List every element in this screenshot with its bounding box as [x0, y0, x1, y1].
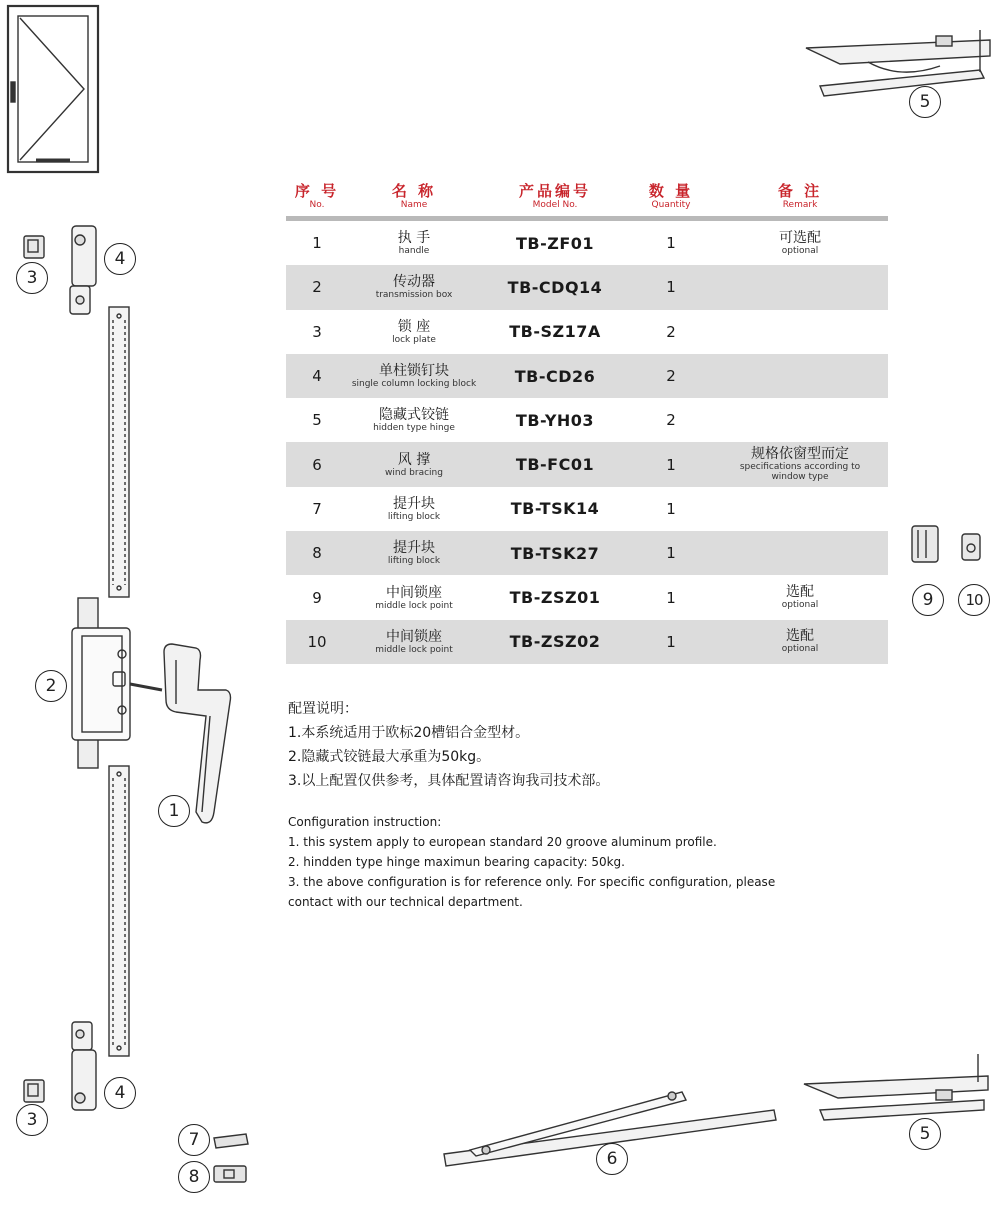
- callout-4-top: 4: [104, 243, 136, 275]
- locking-block-top: [70, 226, 96, 314]
- callout-3-top: 3: [16, 262, 48, 294]
- parts-table: [286, 176, 888, 664]
- transmission-rod-upper: [109, 307, 129, 597]
- config-notes-en: [288, 812, 808, 912]
- lifting-block-7: [214, 1134, 248, 1148]
- table-header: [286, 176, 888, 221]
- callout-1: 1: [158, 795, 190, 827]
- callout-8: 8: [178, 1161, 210, 1193]
- notes-en-item: 2. hindden type hinge maximun bearing capacity: 50kg.: [288, 855, 625, 869]
- table-row: 3 锁 座 lock plate TB-SZ17A 2: [312, 318, 676, 345]
- header-remark: 备 注 Remark: [777, 182, 823, 210]
- config-notes-zh: [288, 697, 609, 793]
- notes-en-title: Configuration instruction:: [288, 815, 442, 829]
- callout-2: 2: [35, 670, 67, 702]
- callout-5-top: 5: [909, 86, 941, 118]
- notes-zh-title: 配置说明：: [288, 701, 358, 717]
- notes-zh-item: 2.隐藏式铰链最大承重为50kg。: [288, 749, 491, 765]
- table-row: 1 执 手 handle TB-ZF01 1 可选配 optional: [312, 229, 821, 257]
- table-row: 9 中间锁座 middle lock point TB-ZSZ01 1 选配 optional: [312, 584, 819, 611]
- notes-en-item: 1. this system apply to european standard 20 groove aluminum profile.: [288, 835, 717, 849]
- callout-10: 10: [958, 584, 990, 616]
- callout-6: 6: [596, 1143, 628, 1175]
- table-row: 10 中间锁座 middle lock point TB-ZSZ02 1 选配 optional: [286, 620, 888, 664]
- table-row: 2 传动器 transmission box TB-CDQ14 1: [286, 265, 888, 309]
- lock-plate-top: [24, 236, 44, 258]
- callout-9: 9: [912, 584, 944, 616]
- callout-7: 7: [178, 1124, 210, 1156]
- callout-3-bottom: 3: [16, 1104, 48, 1136]
- transmission-box-drawing: [72, 598, 162, 768]
- header-model: 产品编号 Model No.: [518, 182, 591, 210]
- middle-lock-point-9: [912, 526, 938, 562]
- window-icon: [8, 6, 98, 172]
- table-row: 5 隐藏式铰链 hidden type hinge TB-YH03 2: [312, 407, 676, 434]
- hidden-hinge-top: [806, 30, 990, 96]
- notes-zh-item: 1.本系统适用于欧标20槽铝合金型材。: [288, 725, 530, 741]
- header-quantity: 数 量 Quantity: [648, 182, 694, 210]
- table-row: 7 提升块 lifting block TB-TSK14 1: [312, 495, 676, 522]
- table-row: 6 风 撑 wind bracing TB-FC01 1 规格依窗型而定 specifications according to window type: [286, 442, 888, 486]
- lock-plate-bottom: [24, 1080, 44, 1102]
- middle-lock-point-10: [962, 534, 980, 560]
- table-row: 8 提升块 lifting block TB-TSK27 1: [286, 531, 888, 575]
- callout-5-bottom: 5: [909, 1118, 941, 1150]
- callout-4-bottom: 4: [104, 1077, 136, 1109]
- transmission-rod-lower: [109, 766, 129, 1056]
- notes-zh-item: 3.以上配置仅供参考，具体配置请咨询我司技术部。: [288, 773, 610, 789]
- notes-en-item: 3. the above configuration is for reference only. For specific configuration, please contact with our technical department.: [288, 875, 776, 909]
- hidden-hinge-bottom: [804, 1054, 988, 1120]
- lifting-block-8: [214, 1166, 246, 1182]
- header-no: 序 号 No.: [294, 182, 340, 210]
- header-name: 名 称 Name: [391, 182, 437, 210]
- table-row: 4 单柱锁钉块 single column locking block TB-CD26 2: [286, 354, 888, 398]
- locking-block-bottom: [72, 1022, 96, 1110]
